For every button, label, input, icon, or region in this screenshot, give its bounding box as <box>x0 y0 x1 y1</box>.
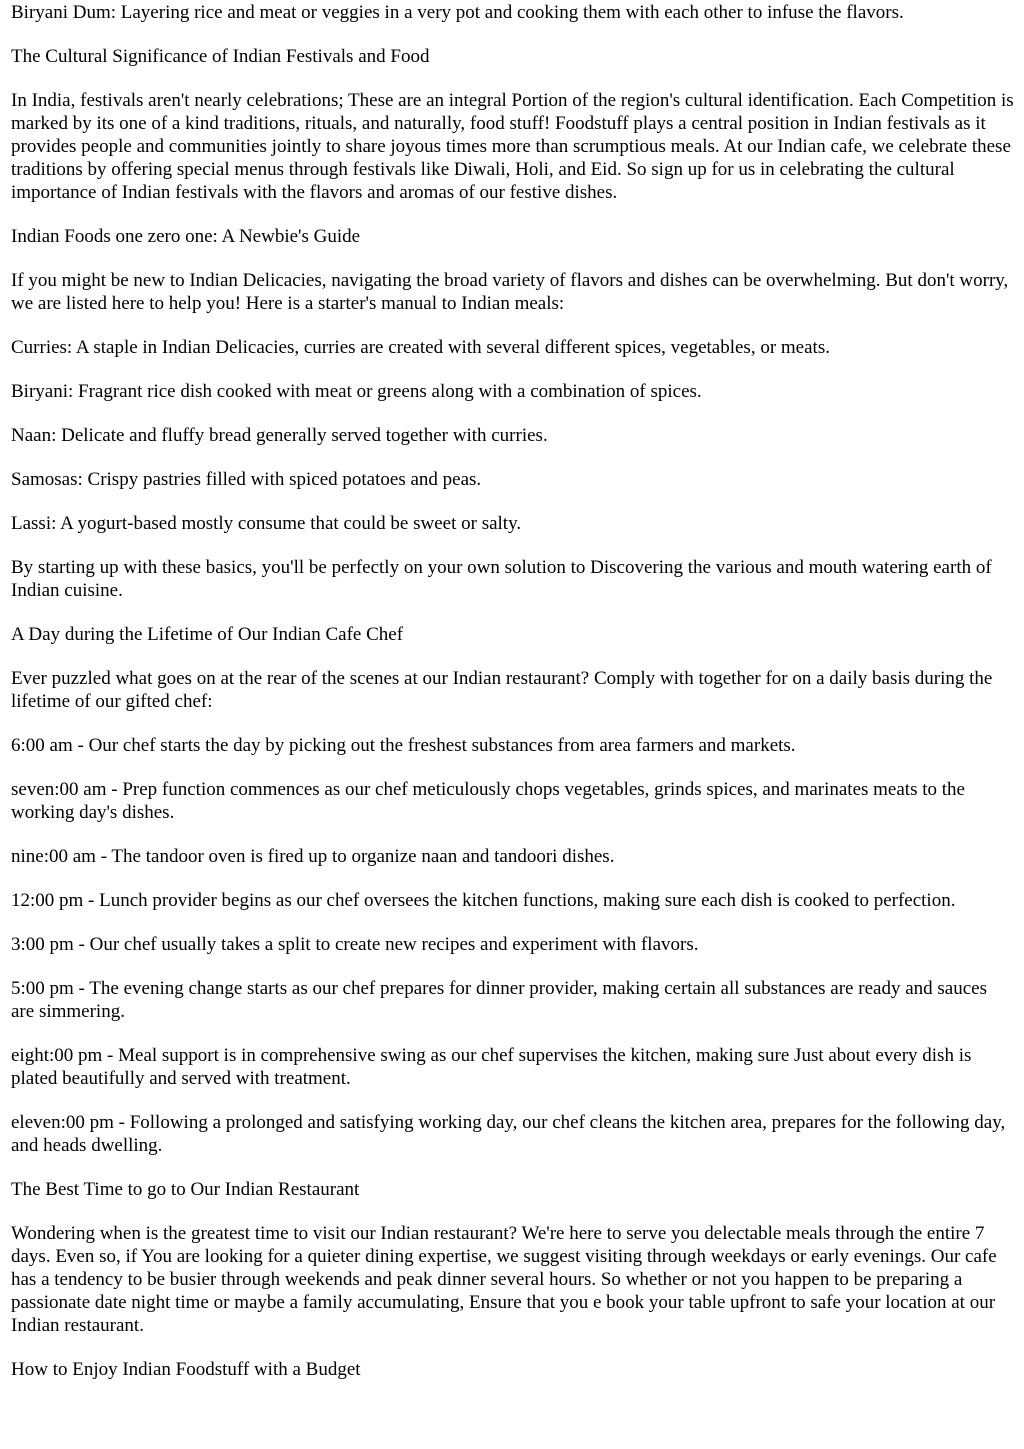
paragraph-time-700am: seven:00 am - Prep function commences as our chef meticulously chops vegetables, grinds spices, and marinates meats to the working day's dishes. <box>11 779 965 823</box>
paragraph-festivals: In India, festivals aren't nearly celebrations; These are an integral Portion of the region's cultural identification. Each Competition is marked by its one of a kind traditions, rituals, and naturally, food stuff! Foodstuff plays a central position in Indian festivals as it provides people and communities jointly to share joyous times more than scrumptious meals. At our Indian cafe, we celebrate these traditions by offering special menus through festivals like Diwali, Holi, and Eid. So sign up for us in celebrating the cultural importance of Indian festivals with the flavors and aromas of our festive dishes. <box>11 90 1014 203</box>
paragraph-time-500pm: 5:00 pm - The evening change starts as our chef prepares for dinner provider, making certain all substances are ready and sauces are simmering. <box>11 978 987 1022</box>
paragraph-curries: Curries: A staple in Indian Delicacies, curries are created with several different spices, vegetables, or meats. <box>11 337 830 358</box>
heading-chef-day: A Day during the Lifetime of Our Indian Cafe Chef <box>11 624 404 645</box>
heading-newbie-guide: Indian Foods one zero one: A Newbie's Guide <box>11 226 361 247</box>
paragraph-biryani: Biryani: Fragrant rice dish cooked with meat or greens along with a combination of spices. <box>11 381 702 402</box>
paragraph-chef-intro: Ever puzzled what goes on at the rear of the scenes at our Indian restaurant? Comply with together for on a daily basis during the lifetime of our gifted chef: <box>11 668 993 712</box>
paragraph-best-time: Wondering when is the greatest time to visit our Indian restaurant? We're here to serve you delectable meals through the entire 7 days. Even so, if You are looking for a quieter dining expertise, we suggest visiting through weekdays or early evenings. Our cafe has a tendency to be busier through weekends and peak dinner several hours. So whether or not you happen to be preparing a passionate date night time or maybe a family accumulating, Ensure that you e book your table upfront to safe your location at our Indian restaurant. <box>11 1223 997 1336</box>
paragraph-time-1100pm: eleven:00 pm - Following a prolonged and satisfying working day, our chef cleans the kitchen area, prepares for the following day, and heads dwelling. <box>11 1112 1006 1156</box>
paragraph-time-600am: 6:00 am - Our chef starts the day by picking out the freshest substances from area farmers and markets. <box>11 735 796 756</box>
paragraph-naan: Naan: Delicate and fluffy bread generally served together with curries. <box>11 425 548 446</box>
paragraph-guide-intro: If you might be new to Indian Delicacies, navigating the broad variety of flavors and dishes can be overwhelming. But don't worry, we are listed here to help you! Here is a starter's manual to Indian meals: <box>11 270 1009 314</box>
document-body <box>11 1 1014 1381</box>
paragraph-lassi: Lassi: A yogurt-based mostly consume that could be sweet or salty. <box>11 513 522 534</box>
paragraph-time-300pm: 3:00 pm - Our chef usually takes a split to create new recipes and experiment with flavors. <box>11 934 699 955</box>
heading-best-time: The Best Time to go to Our Indian Restaurant <box>11 1179 360 1200</box>
paragraph-samosas: Samosas: Crispy pastries filled with spiced potatoes and peas. <box>11 469 482 490</box>
paragraph-time-900am: nine:00 am - The tandoor oven is fired up to organize naan and tandoori dishes. <box>11 846 615 867</box>
paragraph-basics: By starting up with these basics, you'll be perfectly on your own solution to Discovering the various and mouth watering earth of Indian cuisine. <box>11 557 992 601</box>
paragraph-time-1200pm: 12:00 pm - Lunch provider begins as our chef oversees the kitchen functions, making sure each dish is cooked to perfection. <box>11 890 956 911</box>
paragraph-biryani-dum: Biryani Dum: Layering rice and meat or veggies in a very pot and cooking them with each other to infuse the flavors. <box>11 2 904 23</box>
heading-budget: How to Enjoy Indian Foodstuff with a Budget <box>11 1359 361 1380</box>
paragraph-time-800pm: eight:00 pm - Meal support is in comprehensive swing as our chef supervises the kitchen, making sure Just about every dish is plated beautifully and served with treatment. <box>11 1045 972 1089</box>
heading-cultural-significance: The Cultural Significance of Indian Festivals and Food <box>11 46 430 67</box>
